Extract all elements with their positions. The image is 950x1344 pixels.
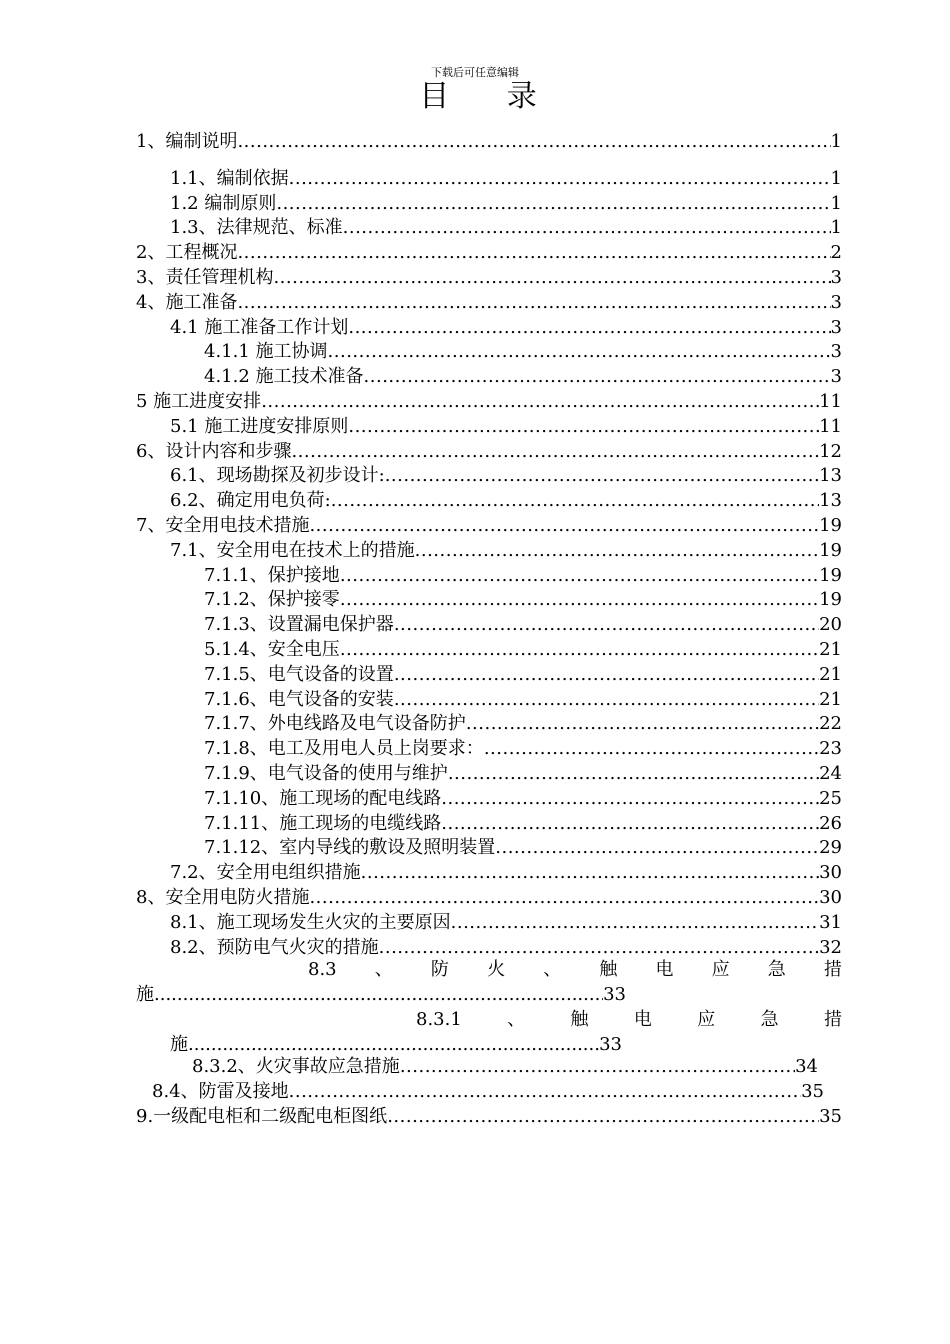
toc-entry-label-part: 急 <box>760 1009 779 1030</box>
dot-leader <box>340 638 819 663</box>
table-of-contents <box>136 130 842 960</box>
dot-leader <box>361 861 819 886</box>
toc-page-number: 23 <box>819 738 842 760</box>
toc-entry[interactable] <box>136 390 842 415</box>
toc-page-number: 3 <box>830 316 842 338</box>
toc-entry[interactable] <box>136 836 842 861</box>
toc-entry-label: 3、责任管理机构 <box>136 266 274 288</box>
dot-leader <box>394 688 819 713</box>
toc-entry-label: 8.1、施工现场发生火灾的主要原因 <box>170 911 451 933</box>
toc-page-number: 12 <box>819 440 842 462</box>
toc-entry-label-part: 防 <box>430 959 449 980</box>
toc-entry-label-part: 电 <box>655 959 674 980</box>
dot-leader <box>237 130 830 155</box>
toc-entry[interactable] <box>136 489 842 514</box>
toc-page-number: 29 <box>819 837 842 859</box>
dot-leader <box>276 192 830 217</box>
toc-entry[interactable] <box>136 663 842 688</box>
dot-leader <box>289 167 831 192</box>
toc-page-number: 3 <box>830 266 842 288</box>
toc-entry-8-3[interactable] <box>136 957 842 1007</box>
toc-entry-label-part: 、 <box>507 1009 526 1030</box>
dot-leader <box>348 316 830 341</box>
toc-entry-label: 7.1.6、电气设备的安装 <box>204 688 394 710</box>
toc-entry-label: 7.1.2、保护接零 <box>204 589 340 611</box>
toc-entry-label: 7.1.3、设置漏电保护器 <box>204 614 394 636</box>
toc-entry-label: 7.1.7、外电线路及电气设备防护 <box>204 713 466 735</box>
toc-page-number: 26 <box>819 812 842 834</box>
toc-entry-label-part: 火 <box>487 959 506 980</box>
dot-leader <box>400 1054 795 1079</box>
dot-leader <box>441 812 819 837</box>
toc-entry-label-part: 8.3.1 <box>416 1009 462 1030</box>
toc-entry[interactable] <box>136 167 842 192</box>
toc-page-number: 19 <box>819 589 842 611</box>
toc-entry[interactable] <box>136 737 842 762</box>
toc-entry[interactable] <box>136 365 842 390</box>
toc-entry-label: 2、工程概况 <box>136 242 238 264</box>
toc-page-number: 3 <box>830 341 842 363</box>
toc-entry-label: 8.2、预防电气火灾的措施 <box>170 936 379 958</box>
dot-leader <box>340 588 819 613</box>
toc-entry-label: 7.1.11、施工现场的电缆线路 <box>204 812 442 834</box>
toc-page-number: 35 <box>801 1081 824 1102</box>
toc-entry[interactable] <box>136 613 842 638</box>
toc-entry-label: 8、安全用电防火措施 <box>136 886 310 908</box>
toc-entry[interactable] <box>136 514 842 539</box>
dot-leader <box>394 613 819 638</box>
toc-entry-label: 6.2、确定用电负荷: <box>170 490 331 512</box>
dot-leader <box>387 1104 819 1129</box>
toc-entry-label: 4、施工准备 <box>136 291 238 313</box>
toc-entry-label-part: 、 <box>543 959 562 980</box>
toc-page-number: 30 <box>819 862 842 884</box>
toc-entry[interactable] <box>136 291 842 316</box>
toc-entry[interactable] <box>136 712 842 737</box>
toc-entry-label-part: 应 <box>697 1009 716 1030</box>
toc-entry-label: 1.3、法律规范、标准 <box>170 217 343 239</box>
toc-entry-label: 8.4、防雷及接地 <box>152 1081 289 1102</box>
dot-leader <box>261 390 819 415</box>
toc-entry[interactable] <box>136 688 842 713</box>
toc-entry-label: 7.1、安全用电在技术上的措施 <box>170 539 415 561</box>
toc-entry-8-3-1-tail: 施 <box>170 1034 188 1055</box>
toc-entry[interactable] <box>136 241 842 266</box>
toc-page-number: 35 <box>819 1106 842 1127</box>
toc-entry[interactable] <box>136 192 842 217</box>
toc-entry-label: 5 施工进度安排 <box>136 390 262 412</box>
toc-entry-label: 7、安全用电技术措施 <box>136 514 310 536</box>
toc-entry-label: 5.1 施工进度安排原则 <box>170 415 349 437</box>
toc-entry-label-part: 措 <box>823 959 842 980</box>
toc-page-number: 13 <box>819 490 842 512</box>
toc-entry[interactable] <box>136 415 842 440</box>
toc-entry-8-3-continuation <box>136 982 626 1007</box>
toc-entry-8-3-2[interactable] <box>192 1054 818 1079</box>
toc-page-number: 24 <box>819 762 842 784</box>
dot-leader <box>385 464 819 489</box>
dot-leader <box>309 886 819 911</box>
toc-entry[interactable] <box>136 216 842 241</box>
toc-page-number: 21 <box>819 663 842 685</box>
toc-entry-8-3-tail: 施. <box>136 984 160 1005</box>
toc-entry-label: 4.1.2 施工技术准备 <box>204 366 364 388</box>
toc-entry-label: 1.1、编制依据 <box>170 167 289 189</box>
dot-leader <box>331 489 819 514</box>
toc-page-number: 19 <box>819 514 842 536</box>
dot-leader <box>291 440 819 465</box>
toc-entry-label: 4.1.1 施工协调 <box>204 341 328 363</box>
toc-entry-label-part: 应 <box>711 959 730 980</box>
toc-entry-8-3-label <box>136 957 842 982</box>
toc-entry-label: 7.1.10、施工现场的配电线路 <box>204 787 442 809</box>
toc-entry[interactable] <box>136 787 842 812</box>
dot-leader <box>273 266 830 291</box>
dot-leader <box>237 241 830 266</box>
toc-entry-label: 7.1.5、电气设备的设置 <box>204 663 394 685</box>
toc-entry[interactable] <box>136 638 842 663</box>
dot-leader <box>466 712 819 737</box>
toc-page-number: 1 <box>830 217 842 239</box>
toc-entry-label: 4.1 施工准备工作计划 <box>170 316 349 338</box>
toc-page-number: 3 <box>830 291 842 313</box>
toc-page-number: 22 <box>819 713 842 735</box>
dot-leader <box>348 415 819 440</box>
dot-leader <box>340 564 819 589</box>
toc-entry-label: 8.3.2、火灾事故应急措施 <box>192 1056 400 1077</box>
header-note: 下载后可任意编辑 <box>431 66 519 79</box>
toc-page-number: 1 <box>830 192 842 214</box>
toc-entry-label: 1.2 编制原则 <box>170 192 277 214</box>
toc-page-number: 21 <box>819 638 842 660</box>
toc-entry-label-part: 急 <box>767 959 786 980</box>
toc-page-number: 19 <box>819 539 842 561</box>
toc-entry-label-part: 触 <box>599 959 618 980</box>
toc-entry[interactable] <box>136 861 842 886</box>
toc-page-number: 30 <box>819 886 842 908</box>
toc-page-number: 19 <box>819 564 842 586</box>
toc-page-number: 34 <box>795 1056 818 1077</box>
toc-page-number: 2 <box>830 242 842 264</box>
toc-entry-label-part: 、 <box>374 959 393 980</box>
toc-entry-label: 5.1.4、安全电压 <box>204 638 340 660</box>
toc-page-number: 3 <box>830 366 842 388</box>
toc-entry[interactable] <box>136 340 842 365</box>
toc-entry-label: 6.1、现场勘探及初步设计: <box>170 465 385 487</box>
toc-entry[interactable] <box>136 588 842 613</box>
dot-leader <box>160 982 603 1007</box>
dot-leader <box>484 737 819 762</box>
toc-page-number: 1 <box>830 167 842 189</box>
toc-page-number: 20 <box>819 614 842 636</box>
toc-entry[interactable] <box>136 564 842 589</box>
toc-page-number: 32 <box>819 936 842 958</box>
toc-entry[interactable] <box>136 539 842 564</box>
toc-entry-8-3-1[interactable] <box>170 1007 842 1057</box>
toc-entry-label-part: 触 <box>570 1009 589 1030</box>
toc-entry-label: 7.1.9、电气设备的使用与维护 <box>204 762 448 784</box>
toc-entry-label-part: 8.3 <box>308 959 337 980</box>
dot-leader <box>441 787 819 812</box>
toc-entry[interactable] <box>136 440 842 465</box>
toc-page-number: 33 <box>599 1034 622 1055</box>
toc-entry-9[interactable] <box>136 1104 842 1129</box>
document-title: 目 录 <box>419 79 561 114</box>
toc-entry[interactable] <box>136 762 842 787</box>
toc-entry-8-3-1-label <box>170 1007 842 1032</box>
dot-leader <box>364 365 831 390</box>
toc-entry-label: 7.1.1、保护接地 <box>204 564 340 586</box>
toc-entry[interactable] <box>136 316 842 341</box>
toc-entry[interactable] <box>136 464 842 489</box>
dot-leader <box>394 663 819 688</box>
toc-entry-label: 7.1.8、电工及用电人员上岗要求： <box>204 738 484 760</box>
toc-entry[interactable] <box>136 130 842 155</box>
dot-leader <box>328 340 831 365</box>
toc-page-number: 13 <box>819 465 842 487</box>
toc-page-number: 21 <box>819 688 842 710</box>
dot-leader <box>415 539 819 564</box>
toc-page-number: 11 <box>819 390 842 412</box>
dot-leader <box>289 1079 801 1104</box>
toc-page-number: 33 <box>603 984 626 1005</box>
toc-entry-label: 7.1.12、室内导线的敷设及照明装置 <box>204 837 496 859</box>
toc-page-number: 25 <box>819 787 842 809</box>
toc-page-number: 31 <box>819 911 842 933</box>
toc-page-number: 11 <box>819 415 842 437</box>
toc-entry[interactable] <box>136 911 842 936</box>
dot-leader <box>448 762 819 787</box>
toc-entry[interactable] <box>136 812 842 837</box>
dot-leader <box>237 291 830 316</box>
toc-entry-8-4[interactable] <box>152 1079 824 1104</box>
dot-leader <box>309 514 819 539</box>
toc-entry-label-part: 电 <box>633 1009 652 1030</box>
toc-entry-label: 9.一级配电柜和二级配电柜图纸 <box>136 1106 388 1127</box>
toc-entry-label-part: 措 <box>823 1009 842 1030</box>
toc-entry-label: 1、编制说明 <box>136 131 238 152</box>
toc-entry-label: 6、设计内容和步骤 <box>136 440 292 462</box>
toc-entry[interactable] <box>136 886 842 911</box>
toc-page-number: 1 <box>830 131 842 152</box>
toc-entry-label: 7.2、安全用电组织措施 <box>170 862 361 884</box>
dot-leader <box>343 216 831 241</box>
dot-leader <box>451 911 819 936</box>
toc-entry[interactable] <box>136 266 842 291</box>
dot-leader <box>495 836 819 861</box>
